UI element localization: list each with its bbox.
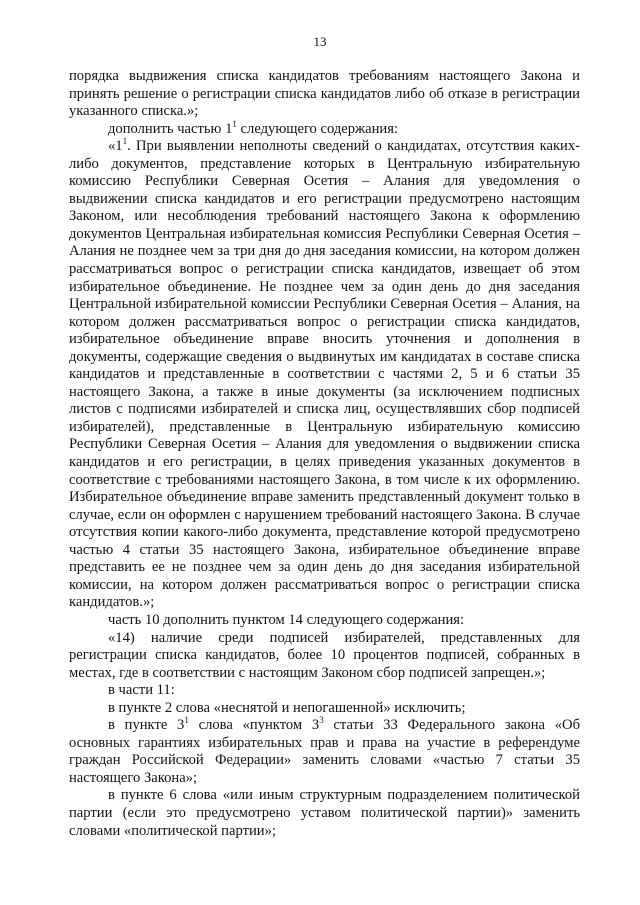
amendment-intro-text: дополнить частью 1 <box>108 120 233 137</box>
paragraph-item-6: в пункте 6 слова «или иным структурным подразделением политической партии (если это предусмотрено уставом политической партии)» заменить словами «политической партии»; <box>69 787 580 839</box>
amendment-intro-tail: следующего содержания: <box>236 120 399 137</box>
superscript-index: 3 <box>319 715 324 726</box>
superscript-index: 1 <box>184 715 189 726</box>
paragraph-item-14: «14) наличие среди подписей избирателей, представленных для регистрации списка кандидатов, более 10 процентов подписей, собранных в местах, где в соответствии с настоящим Законом сбор подписей запрещен.»; <box>69 629 580 681</box>
paragraph-item-3-1 <box>69 717 580 787</box>
superscript-index: 1 <box>122 136 128 147</box>
item-3-1-lead: в пункте 3 <box>108 717 185 734</box>
paragraph-part-10: часть 10 дополнить пунктом 14 следующего содержания: <box>108 611 465 628</box>
page-number: 13 <box>313 34 327 49</box>
document-body <box>69 68 580 840</box>
item-3-1-tail: статьи 33 Федерального закона «Об основных гарантиях избирательных прав и права на участие в референдуме граждан Российской Федерации» заменить словами «частью 7 статьи 35 настоящего Закона»; <box>69 717 581 786</box>
item-3-1-middle: слова «пунктом 3 <box>188 717 320 734</box>
new-part-text: . При выявлении неполноты сведений о кандидатах, отсутствия каких-либо документов, представление которых в Центральную избирательную комиссию Республики Северная Осетия – Алания для уведомления о выдвижении списка кандидатов и его регистрации предусмотрено настоящим Законом, или несоблюдения требований настоящего Закона к оформлению документов Центральная избирательная комиссия Республики Северная Осетия – Алания не позднее чем за три дня до дня заседания комиссии, на котором должен рассматриваться вопрос о регистрации списка кандидатов, извещает об этом избирательное объединение. Не позднее чем за один день до дня заседания Центральной избирательной комиссии Республики Северная Осетия – Алания, на котором должен рассматриваться вопрос о регистрации списка кандидатов, избирательное объединение вправе вносить уточнения и дополнения в документы, содержащие сведения о выдвинутых им кандидатах в составе списка кандидатов и представленные в соответствии с частями 2, 5 и 6 статьи 35 настоящего Закона, а также в иные документы (за исключением подписных листов с подписями избирателей и списка лиц, осуществлявших сбор подписей избирателей), представленные в Центральную избирательную комиссию Республики Северная Осетия – Алания для уведомления о выдвижении списка кандидатов и его регистрации, в целях приведения указанных документов в соответствие с требованиями настоящего Закона, в том числе к их оформлению. Избирательное объединение вправе заменить представленный документ только в случае, если он оформлен с нарушением требований настоящего Закона. В случае отсутствия копии какого-либо документа, представление которой предусмотрено частью 4 статьи 35 настоящего Закона, избирательное объединение вправе представить ее не позднее чем за один день до дня заседания избирательной комиссии, на котором должен рассматриваться вопрос о регистрации списка кандидатов.»; <box>69 138 580 611</box>
paragraph-new-part <box>69 138 580 612</box>
paragraph-part-11: в части 11: <box>108 682 175 699</box>
new-part-number: «1 <box>108 138 123 155</box>
paragraph-item-2: в пункте 2 слова «неснятой и непогашенной» исключить; <box>108 699 466 716</box>
paragraph-amendment-intro <box>69 118 580 139</box>
superscript-index: 1 <box>232 118 237 129</box>
paragraph-continuation: порядка выдвижения списка кандидатов требованиям настоящего Закона и принять решение о регистрации списка кандидатов либо об отказе в регистрации указанного списка.»; <box>69 68 580 120</box>
